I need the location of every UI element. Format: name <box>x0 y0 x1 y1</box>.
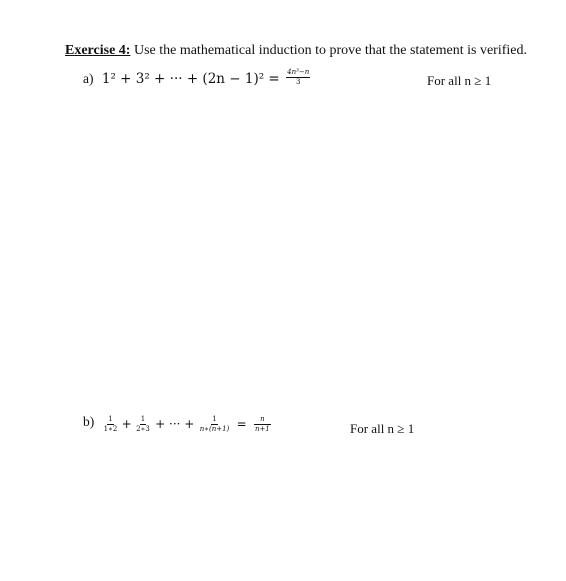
part-a-rhs-numerator: 4n³−n <box>287 68 310 77</box>
part-a-rhs-fraction <box>286 69 310 86</box>
part-b-statement <box>83 416 271 433</box>
part-b-termn-denominator: n∗(n+1) <box>199 425 230 434</box>
part-a-statement <box>83 68 310 88</box>
part-b-plus: + <box>121 417 132 431</box>
part-b-termn <box>200 416 230 433</box>
part-b-rhs-numerator: n <box>254 416 271 425</box>
part-b-equals: = <box>236 417 247 431</box>
exercise-label: Exercise 4: <box>65 43 131 58</box>
part-b-term1-denominator: 1∗2 <box>103 425 118 434</box>
part-b-marker: b) <box>83 414 95 429</box>
part-a-marker: a) <box>83 71 94 86</box>
part-a-condition: For all n ≥ 1 <box>427 73 492 88</box>
part-b-rhs-fraction <box>254 416 271 433</box>
part-b-term1-numerator: 1 <box>108 415 113 424</box>
part-b-term2-numerator: 1 <box>140 415 146 424</box>
part-b-termn-numerator: 1 <box>212 415 217 424</box>
part-b-condition: For all n ≥ 1 <box>350 421 415 436</box>
part-a-lhs: 1² + 3² + ··· + (2n − 1)² = <box>101 71 280 87</box>
part-b-term2 <box>136 416 150 433</box>
exercise-instruction: Use the mathematical induction to prove that the statement is verified. <box>133 43 527 58</box>
part-b-term2-denominator: 2∗3 <box>136 425 150 434</box>
part-a-rhs-denominator: 3 <box>295 78 301 87</box>
part-b-plus-dots: + ··· + <box>155 417 195 431</box>
exercise-heading <box>65 43 527 59</box>
part-b-term1 <box>104 416 118 433</box>
part-b-rhs-denominator: n+1 <box>254 425 270 434</box>
